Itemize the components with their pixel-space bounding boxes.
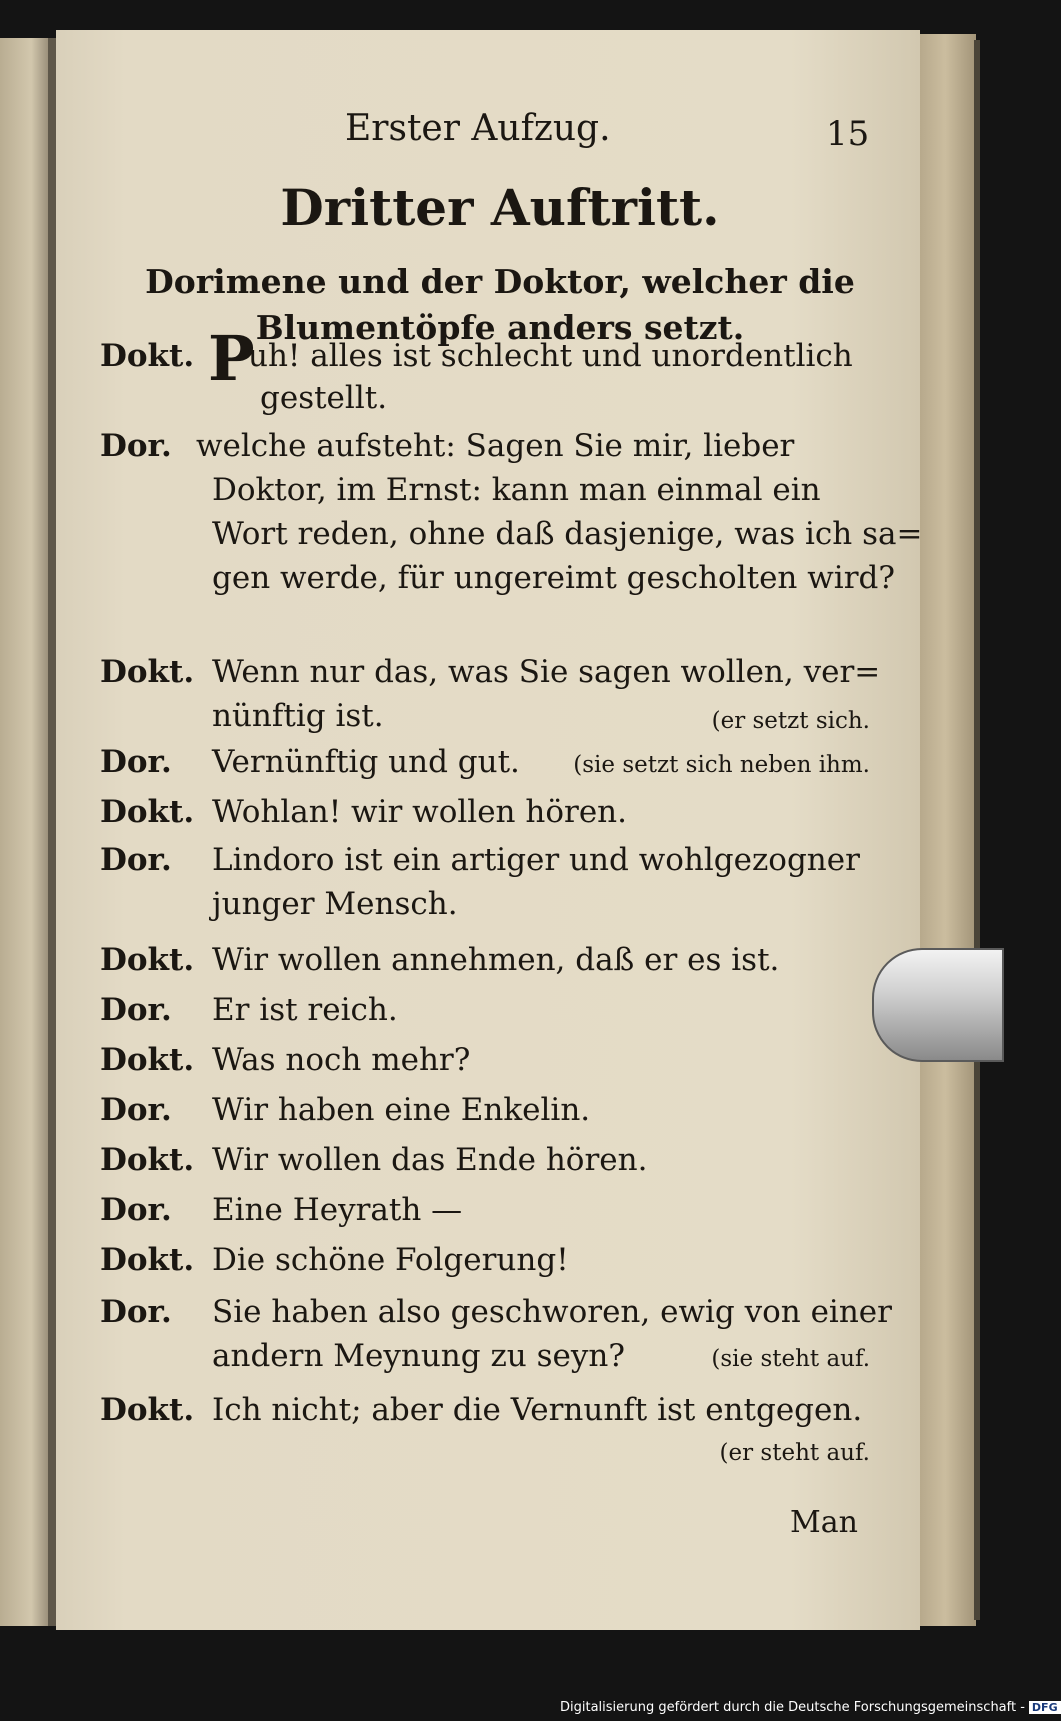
catchword: Man	[790, 1505, 858, 1540]
speaker-name: Dor.	[100, 992, 172, 1028]
speech-line: Lindoro ist ein artiger und wohlgezogner	[212, 842, 860, 878]
speaker-name: Dor.	[100, 1294, 172, 1330]
speech-line: gen werde, für ungereimt gescholten wird?	[212, 560, 895, 596]
speech-line: junger Mensch.	[212, 886, 458, 922]
speech-line: Wir wollen annehmen, daß er es ist.	[212, 942, 780, 978]
speech-line: Vernünftig und gut.	[212, 744, 520, 780]
speech-line: Was noch mehr?	[212, 1042, 471, 1078]
drop-capital: P	[208, 322, 255, 395]
digitization-credit	[560, 1700, 1058, 1720]
stage-aside: (er steht auf.	[719, 1440, 870, 1466]
speech-line: Die schöne Folgerung!	[212, 1242, 569, 1278]
stage-direction: Dorimene und der Doktor, welcher die	[145, 262, 855, 301]
running-head: Erster Aufzug.	[345, 108, 611, 149]
speech-line: Ich nicht; aber die Vernunft ist entgegen.	[212, 1392, 863, 1428]
page-clip	[872, 948, 1004, 1062]
speaker-name: Dor.	[100, 428, 172, 464]
speech-line: welche aufsteht: Sagen Sie mir, lieber	[196, 428, 795, 464]
speech-line: gestellt.	[260, 380, 388, 416]
page-number: 15	[826, 114, 870, 154]
speaker-name: Dokt.	[100, 942, 195, 978]
stage-aside: (sie steht auf.	[711, 1346, 870, 1372]
speech-line: Wohlan! wir wollen hören.	[212, 794, 627, 830]
speech-line: andern Meynung zu seyn?	[212, 1338, 625, 1374]
scene-title: Dritter Auftritt.	[280, 178, 720, 237]
speech-line: Er ist reich.	[212, 992, 398, 1028]
speaker-name: Dokt.	[100, 1142, 195, 1178]
speaker-name: Dokt.	[100, 1242, 195, 1278]
speech-line: Sie haben also geschworen, ewig von einer	[212, 1294, 892, 1330]
stage-direction: Blumentöpfe anders setzt.	[255, 308, 745, 347]
speaker-name: Dokt.	[100, 654, 195, 690]
speaker-name: Dor.	[100, 1192, 172, 1228]
speaker-name: Dokt.	[100, 794, 195, 830]
stage-aside: (er setzt sich.	[711, 708, 870, 734]
stage-aside: (sie setzt sich neben ihm.	[573, 752, 870, 778]
speaker-name: Dor.	[100, 1092, 172, 1128]
speech-line: nünftig ist.	[212, 698, 384, 734]
speaker-name: Dokt.	[100, 338, 195, 374]
speaker-name: Dokt.	[100, 1042, 195, 1078]
speech-line: Wir haben eine Enkelin.	[212, 1092, 591, 1128]
speech-line: Wir wollen das Ende hören.	[212, 1142, 648, 1178]
credit-text: Digitalisierung gefördert durch die Deutsche Forschungsgemeinschaft -	[560, 1700, 1025, 1715]
dfg-logo: DFG	[1029, 1701, 1061, 1714]
speech-line: Wort reden, ohne daß dasjenige, was ich sa=	[212, 516, 923, 552]
speech-line: uh! alles ist schlecht und unordentlich	[248, 338, 853, 374]
speaker-name: Dokt.	[100, 1392, 195, 1428]
speech-line: Doktor, im Ernst: kann man einmal ein	[212, 472, 821, 508]
speaker-name: Dor.	[100, 744, 172, 780]
speaker-name: Dor.	[100, 842, 172, 878]
speech-line: Eine Heyrath —	[212, 1192, 463, 1228]
speech-line: Wenn nur das, was Sie sagen wollen, ver=	[212, 654, 881, 690]
